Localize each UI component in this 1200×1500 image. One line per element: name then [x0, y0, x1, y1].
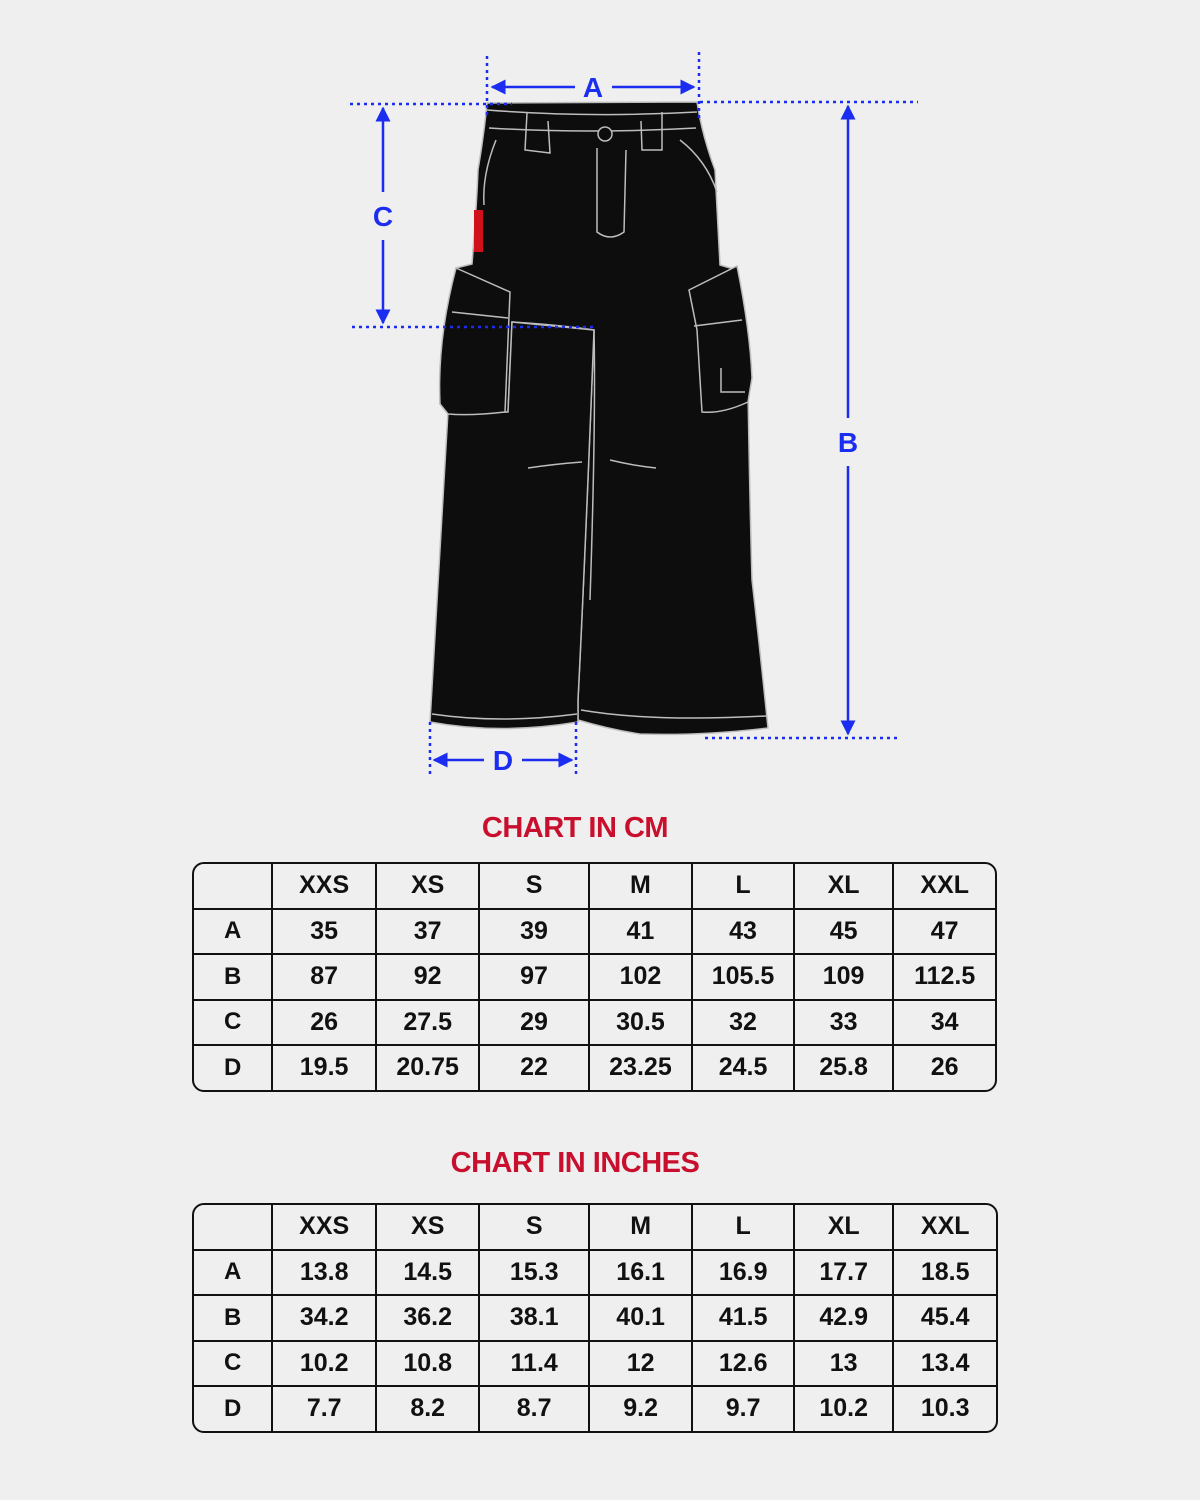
header-cell: XS — [377, 1205, 481, 1251]
table-cell: 37 — [377, 910, 481, 956]
table-cell: 20.75 — [377, 1046, 481, 1090]
cargo-pants-illustration — [430, 102, 768, 734]
row-label: C — [194, 1001, 273, 1047]
header-cell: XS — [377, 864, 481, 910]
dimension-a-label: A — [582, 72, 604, 103]
chart-inches-table — [192, 1203, 998, 1433]
table-cell: 8.2 — [377, 1387, 481, 1431]
header-cell: S — [480, 864, 589, 910]
table-cell: 112.5 — [894, 955, 995, 1001]
table-cell: 33 — [795, 1001, 895, 1047]
header-cell: L — [693, 864, 795, 910]
table-header-row — [194, 1205, 996, 1251]
table-cell: 35 — [273, 910, 376, 956]
brand-tag — [474, 210, 483, 252]
table-cell: 25.8 — [795, 1046, 895, 1090]
table-cell: 45 — [795, 910, 895, 956]
table-cell: 40.1 — [590, 1296, 694, 1342]
header-cell: XXL — [894, 1205, 996, 1251]
table-cell: 32 — [693, 1001, 795, 1047]
table-cell: 7.7 — [273, 1387, 377, 1431]
table-cell: 10.8 — [377, 1342, 481, 1388]
row-label: B — [194, 955, 273, 1001]
table-cell: 22 — [480, 1046, 589, 1090]
header-cell: XL — [795, 1205, 895, 1251]
table-row — [194, 910, 995, 956]
table-cell: 14.5 — [377, 1251, 481, 1297]
table-cell: 10.3 — [920, 1394, 970, 1423]
row-label: A — [194, 1251, 273, 1297]
table-cell: 105.5 — [693, 955, 795, 1001]
header-cell — [194, 1205, 273, 1251]
table-cell: 23.25 — [590, 1046, 694, 1090]
table-cell: 45.4 — [894, 1296, 996, 1342]
row-label: C — [194, 1342, 273, 1388]
table-cell: 16.9 — [693, 1251, 795, 1297]
left-cargo-pocket — [440, 268, 510, 415]
table-cell: 13 — [795, 1342, 895, 1388]
table-cell: 18.5 — [894, 1251, 996, 1297]
table-cell: 9.2 — [590, 1387, 694, 1431]
header-cell: XXL — [894, 864, 995, 910]
table-cell: 41 — [590, 910, 694, 956]
waist-button — [598, 127, 612, 141]
table-cell: 47 — [894, 910, 995, 956]
table-cell: 27.5 — [377, 1001, 481, 1047]
table-cell: 13.8 — [273, 1251, 377, 1297]
table-row — [194, 955, 995, 1001]
table-cell: 30.5 — [590, 1001, 694, 1047]
table-cell: 10.2 — [273, 1342, 377, 1388]
table-row — [194, 1387, 996, 1431]
table-cell: 11.4 — [480, 1342, 589, 1388]
table-cell: 41.5 — [693, 1296, 795, 1342]
table-cell: 109 — [795, 955, 895, 1001]
table-cell: 97 — [480, 955, 589, 1001]
table-cell: 8.7 — [480, 1387, 589, 1431]
table-header-row — [194, 864, 995, 910]
dimension-d-label: D — [492, 745, 514, 776]
dimension-b-label: B — [837, 427, 859, 458]
header-cell — [194, 864, 273, 910]
dimension-c-label: C — [372, 201, 394, 232]
table-cell: 34 — [894, 1001, 995, 1047]
table-row — [194, 1296, 996, 1342]
table-cell: 10.2 — [795, 1387, 895, 1431]
table-cell: 26 — [273, 1001, 376, 1047]
table-cell: 87 — [273, 955, 376, 1001]
table-cell: 34.2 — [273, 1296, 377, 1342]
table-cell: 36.2 — [377, 1296, 481, 1342]
table-cell: 38.1 — [480, 1296, 589, 1342]
table-cell: 12.6 — [693, 1342, 795, 1388]
table-cell: 9.7 — [693, 1387, 795, 1431]
table-cell: 102 — [590, 955, 694, 1001]
table-cell: 42.9 — [795, 1296, 895, 1342]
table-cell: 15.3 — [480, 1251, 589, 1297]
chart-cm-title: CHART IN CM — [481, 812, 669, 844]
row-label: B — [194, 1296, 273, 1342]
chart-cm-table — [192, 862, 997, 1092]
row-label: D — [194, 1387, 273, 1431]
table-cell: 19.5 — [273, 1046, 376, 1090]
chart-inches-title: CHART IN INCHES — [450, 1147, 700, 1179]
table-cell: 24.5 — [693, 1046, 795, 1090]
table-cell: 13.4 — [894, 1342, 996, 1388]
row-label: A — [194, 910, 273, 956]
table-cell: 39 — [480, 910, 589, 956]
header-cell: M — [590, 864, 694, 910]
table-cell: 92 — [377, 955, 481, 1001]
table-cell: 16.1 — [590, 1251, 694, 1297]
table-cell: 26 — [930, 1053, 959, 1082]
table-row — [194, 1342, 996, 1388]
table-row — [194, 1001, 995, 1047]
row-label: D — [194, 1046, 273, 1090]
header-cell: XL — [795, 864, 895, 910]
header-cell: M — [590, 1205, 694, 1251]
table-cell: 29 — [480, 1001, 589, 1047]
header-cell: L — [693, 1205, 795, 1251]
table-cell: 12 — [590, 1342, 694, 1388]
header-cell: S — [480, 1205, 589, 1251]
table-cell: 17.7 — [795, 1251, 895, 1297]
table-cell: 43 — [693, 910, 795, 956]
header-cell: XXS — [273, 1205, 377, 1251]
table-row — [194, 1251, 996, 1297]
header-cell: XXS — [273, 864, 376, 910]
table-row — [194, 1046, 995, 1090]
